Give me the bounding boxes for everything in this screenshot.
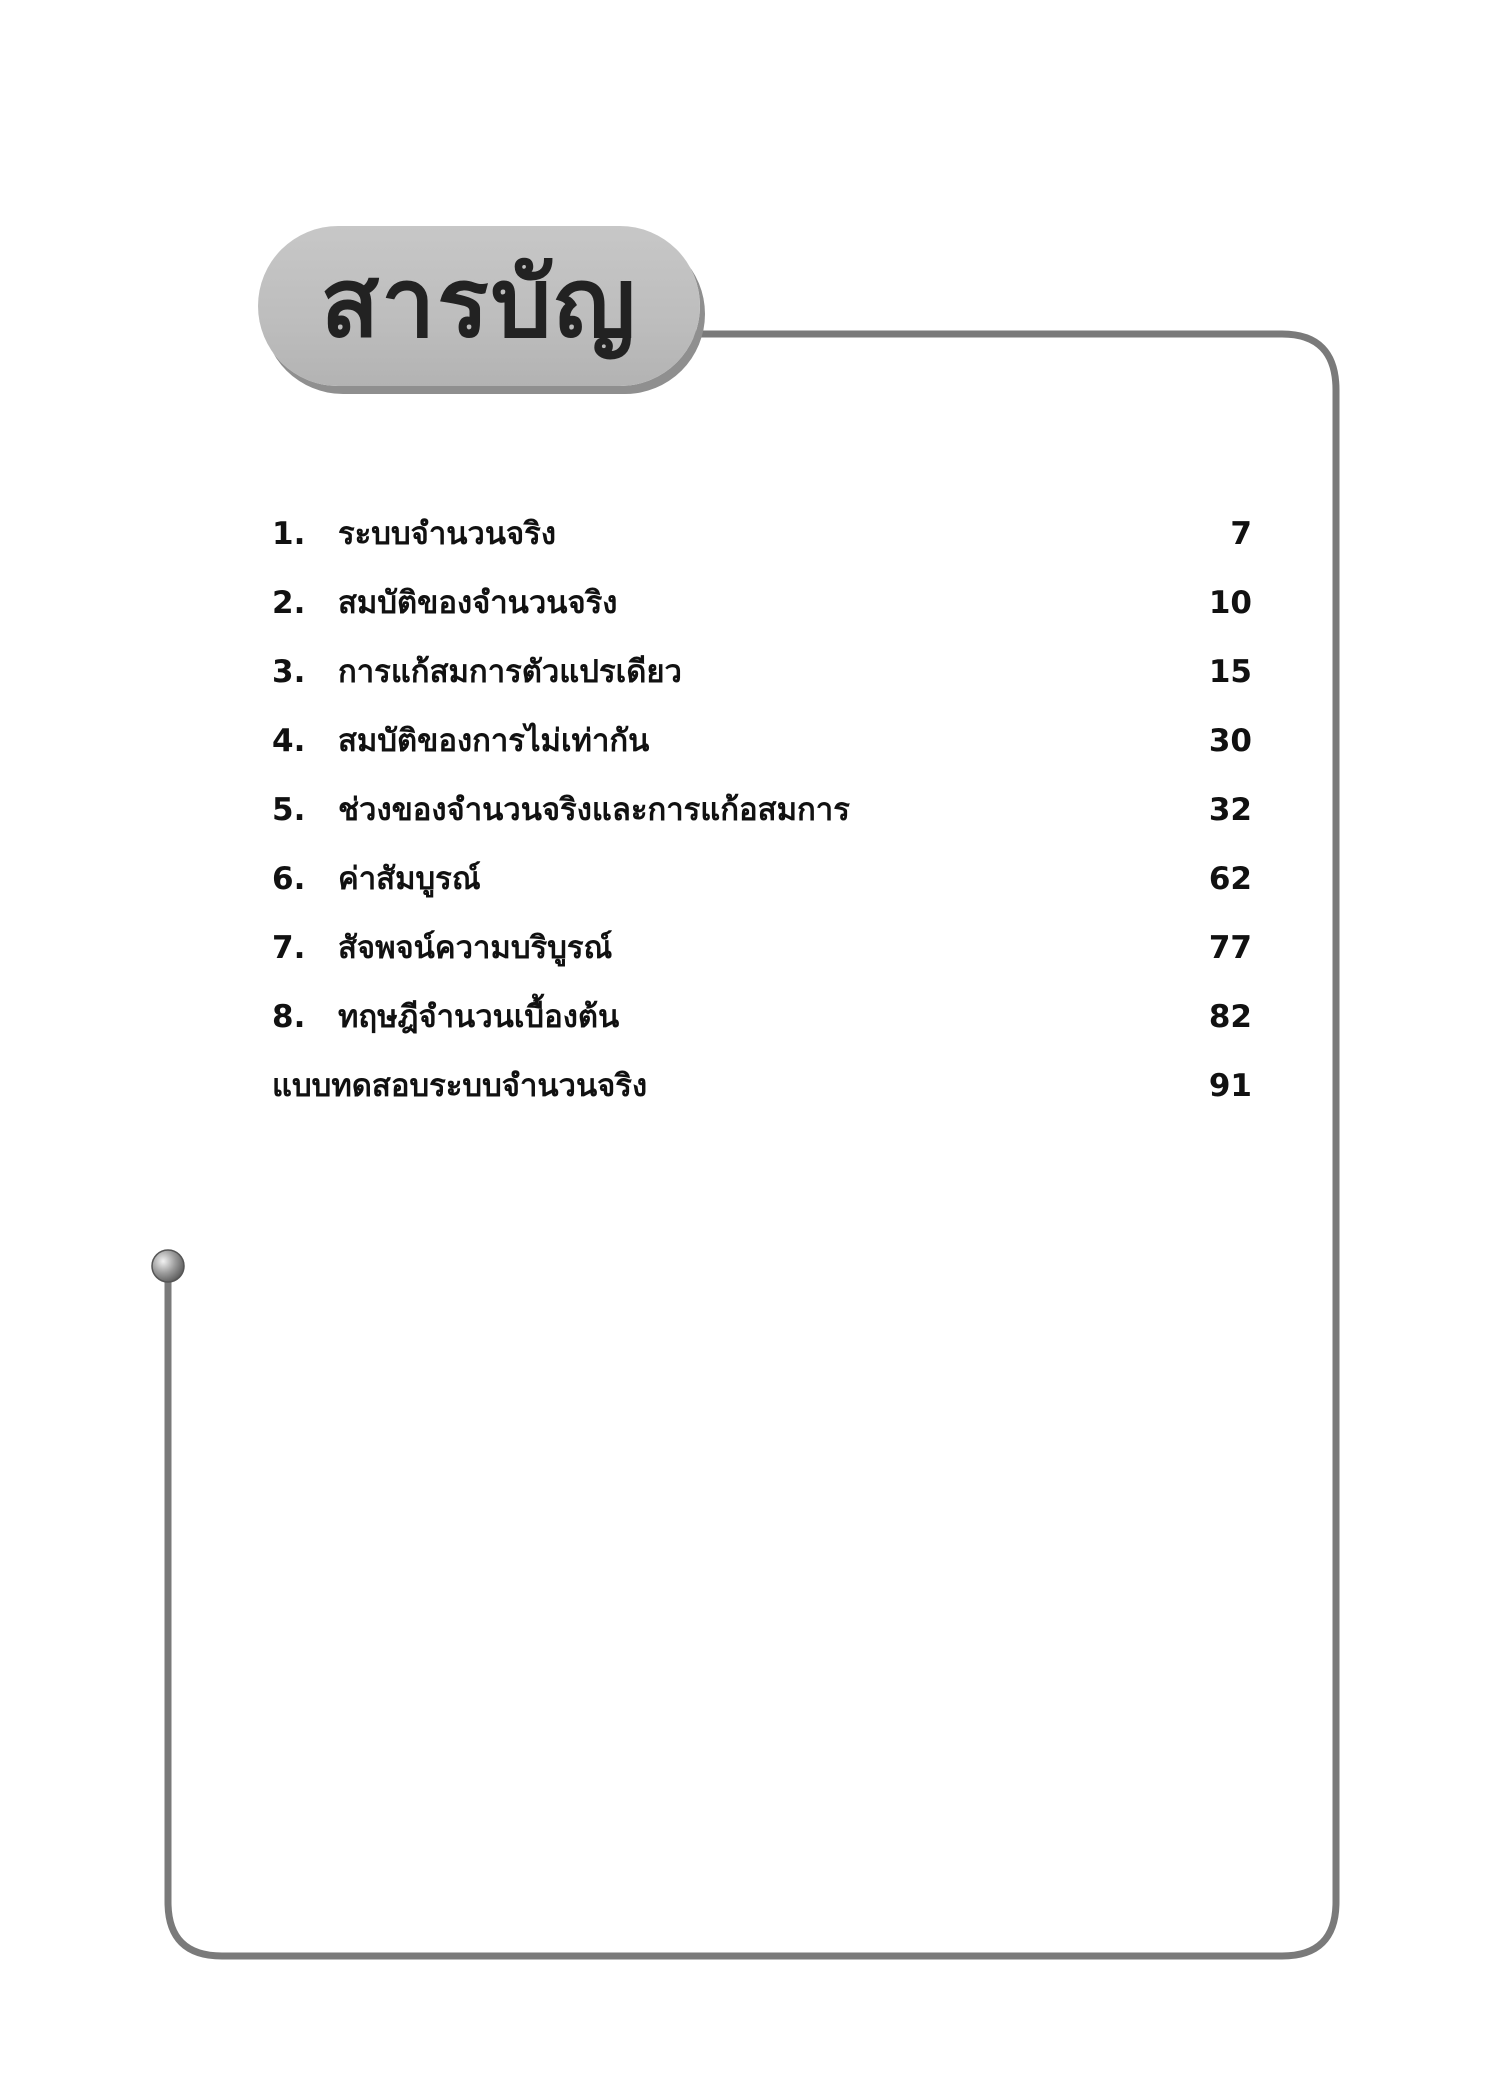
table-of-contents [272,500,1252,1121]
toc-entry[interactable] [272,638,1252,707]
toc-entry[interactable] [272,1052,1252,1121]
toc-entry-page: 7 [1230,516,1252,552]
toc-entry[interactable] [272,569,1252,638]
toc-entry-number: 4. [272,723,306,759]
toc-entry-page: 62 [1208,861,1252,897]
toc-entry-title: สมบัติของจำนวนจริง [338,585,618,621]
toc-entry-title: ช่วงของจำนวนจริงและการแก้อสมการ [338,792,850,828]
page-title: สารบัญ [320,247,638,359]
toc-entry-number: 6. [272,861,306,897]
toc-entry-number: 1. [272,516,306,552]
toc-entry-title: ระบบจำนวนจริง [338,516,556,552]
toc-entry[interactable] [272,983,1252,1052]
toc-entry-page: 10 [1208,585,1252,621]
toc-entry-page: 91 [1208,1068,1252,1104]
toc-entry[interactable] [272,707,1252,776]
toc-entry[interactable] [272,845,1252,914]
title-badge [258,226,700,386]
toc-entry-title: แบบทดสอบระบบจำนวนจริง [272,1068,648,1104]
toc-entry-title: ค่าสัมบูรณ์ [338,861,481,897]
toc-entry-page: 82 [1208,999,1252,1035]
toc-entry-number: 3. [272,654,306,690]
toc-entry[interactable] [272,776,1252,845]
toc-entry-number: 5. [272,792,306,828]
toc-entry-title: ทฤษฎีจำนวนเบื้องต้น [338,999,620,1035]
frame-ball [152,1250,184,1282]
toc-entry-number: 7. [272,930,306,966]
toc-entry-title: สัจพจน์ความบริบูรณ์ [338,930,613,966]
toc-entry-page: 30 [1208,723,1252,759]
toc-entry-number: 8. [272,999,306,1035]
toc-entry-number: 2. [272,585,306,621]
toc-entry-title: สมบัติของการไม่เท่ากัน [338,723,650,759]
toc-entry[interactable] [272,914,1252,983]
toc-entry-page: 32 [1208,792,1252,828]
toc-entry-title: การแก้สมการตัวแปรเดียว [338,654,682,690]
toc-entry-page: 15 [1208,654,1252,690]
toc-entry[interactable] [272,500,1252,569]
toc-entry-page: 77 [1208,930,1252,966]
